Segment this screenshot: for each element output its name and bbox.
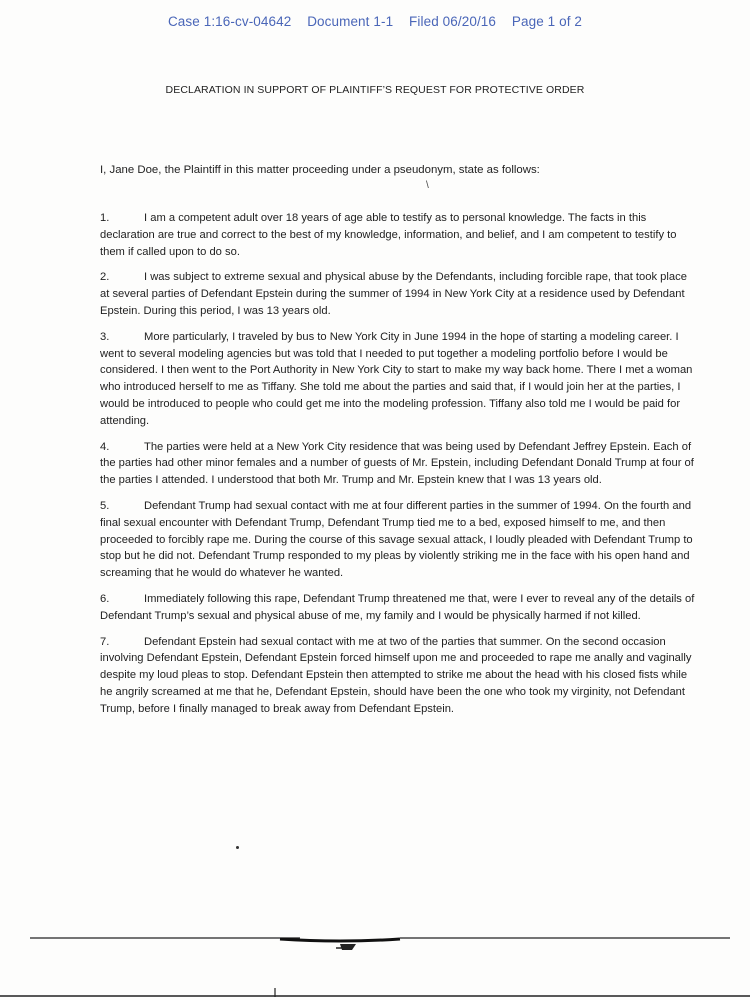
filed-date: Filed 06/20/16 <box>409 14 497 29</box>
paragraph-4 <box>100 439 698 489</box>
document-title: DECLARATION IN SUPPORT OF PLAINTIFF’S REQUEST FOR PROTECTIVE ORDER <box>165 84 585 96</box>
paragraph-3 <box>100 329 698 430</box>
paragraph-6 <box>100 591 698 625</box>
paragraph-text: The parties were held at a New York City residence that was being used by Defendant Jeffrey Epstein. Each of the parties had other minor females and a number of guests of Mr. Epstein, including Defendant Donald Trump at four of the parties I attended. I understood that both Mr. Trump and Mr. Epstein knew that I was 13 years old. <box>100 440 694 487</box>
paragraph-5 <box>100 498 698 582</box>
paragraph-number: 5. <box>100 499 110 512</box>
paragraph-number: 2. <box>100 271 110 284</box>
paragraph-text: I am a competent adult over 18 years of age able to testify as to personal knowledge. The facts in this declaration are true and correct to the best of my knowledge, information, and belief, and I am competent to testify to them if called upon to do so. <box>100 212 677 258</box>
paragraph-number: 4. <box>100 440 110 453</box>
scan-artifact-lines <box>0 922 750 1000</box>
paragraph-text: I was subject to extreme sexual and physical abuse by the Defendants, including forcible rape, that took place at several parties of Defendant Epstein during the summer of 1994 in New York City at a residence used by Defendant Epstein. During this period, I was 13 years old. <box>100 271 687 317</box>
court-filing-header <box>0 14 750 29</box>
stray-dot-mark <box>236 846 239 849</box>
stray-scan-mark: \ <box>426 180 429 191</box>
declaration-body <box>100 210 698 727</box>
paragraph-number: 1. <box>100 212 110 224</box>
paragraph-2 <box>100 269 698 319</box>
paragraph-1 <box>100 210 698 260</box>
document-number: Document 1-1 <box>307 14 394 29</box>
paragraph-number: 7. <box>100 635 110 648</box>
paragraph-text: Defendant Trump had sexual contact with me at four different parties in the summer of 1994. On the fourth and final sexual encounter with Defendant Trump, Defendant Trump tied me to a bed, exposed himself to me, and then proceeded to forcibly rape me. During the course of this savage sexual attack, I loudly pleaded with Defendant Trump to stop but he did not. Defendant Trump responded to my pleas by violently striking me in the face with his open hand and screaming that he would do whatever he wanted. <box>100 499 693 580</box>
paragraph-text: Defendant Epstein had sexual contact with me at two of the parties that summer. On the second occasion involving Defendant Epstein, Defendant Epstein forced himself upon me and proceeded to rape me anally and vaginally despite my loud pleas to stop. Defendant Epstein then attempted to strike me about the head with his closed fists while he angrily screamed at me that he, Defendant Epstein, should have been the one who took my virginity, not Defendant Trump, before I finally managed to break away from Defendant Epstein. <box>100 635 692 715</box>
paragraph-number: 3. <box>100 330 110 343</box>
page-indicator: Page 1 of 2 <box>511 14 583 29</box>
intro-statement: I, Jane Doe, the Plaintiff in this matter proceeding under a pseudonym, state as follows: <box>100 164 540 176</box>
case-number: Case 1:16-cv-04642 <box>167 14 292 29</box>
paragraph-7 <box>100 634 698 718</box>
paragraph-text: More particularly, I traveled by bus to New York City in June 1994 in the hope of starting a modeling career. I went to several modeling agencies but was told that I needed to put together a modeling portfolio before I would be considered. I then went to the Port Authority in New York City to start to make my way back home. There I met a woman who introduced herself to me as Tiffany. She told me about the parties and said that, if I would join her at the parties, I would be introduced to people who could get me into the modeling profession. Tiffany also told me I would be paid for attending. <box>100 330 693 427</box>
paragraph-text: Immediately following this rape, Defendant Trump threatened me that, were I ever to reveal any of the details of Defendant Trump’s sexual and physical abuse of me, my family and I would be physically harmed if not killed. <box>100 592 695 622</box>
paragraph-number: 6. <box>100 592 110 605</box>
